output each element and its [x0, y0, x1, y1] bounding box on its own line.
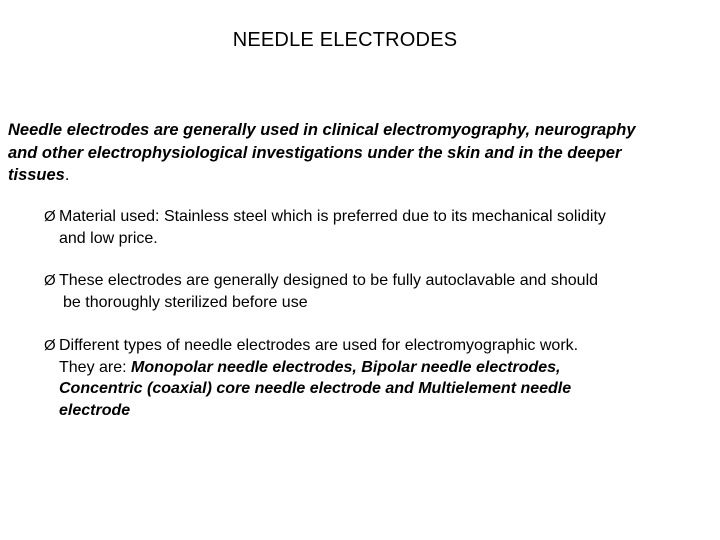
bullet-line: Material used: Stainless steel which is preferred due to its mechanical solidity: [59, 208, 606, 225]
intro-period: .: [64, 166, 70, 184]
bullet-item-material: [44, 206, 704, 249]
bullet-line: These electrodes are generally designed to be fully autoclavable and should: [59, 272, 599, 289]
electrode-types-emphasis: Concentric (coaxial) core needle electrode and Multielement needle: [59, 380, 572, 397]
arrow-bullet-icon: Ø: [44, 272, 56, 289]
arrow-bullet-icon: Ø: [44, 208, 56, 225]
intro-paragraph: [8, 119, 714, 187]
bullet-line: [44, 357, 704, 379]
electrode-types-emphasis: Monopolar needle electrodes, Bipolar needle electrodes,: [131, 358, 561, 376]
electrode-types-emphasis: electrode: [59, 401, 131, 419]
bullet-line: and low price.: [59, 229, 158, 247]
page-title: NEEDLE ELECTRODES: [232, 29, 458, 51]
bullet-line: Different types of needle electrodes are used for electromyographic work.: [59, 337, 579, 354]
arrow-bullet-icon: Ø: [44, 337, 56, 354]
intro-line: tissues: [8, 166, 65, 184]
intro-line: and other electrophysiological investigations under the skin and in the deeper: [8, 143, 622, 162]
bullet-item-sterilization: [44, 270, 704, 313]
intro-line: Needle electrodes are generally used in clinical electromyography, neurography: [8, 121, 636, 139]
bullet-line: be thoroughly sterilized before use: [63, 293, 308, 311]
bullet-line-prefix: They are:: [59, 358, 132, 376]
bullet-item-types: [44, 335, 704, 421]
